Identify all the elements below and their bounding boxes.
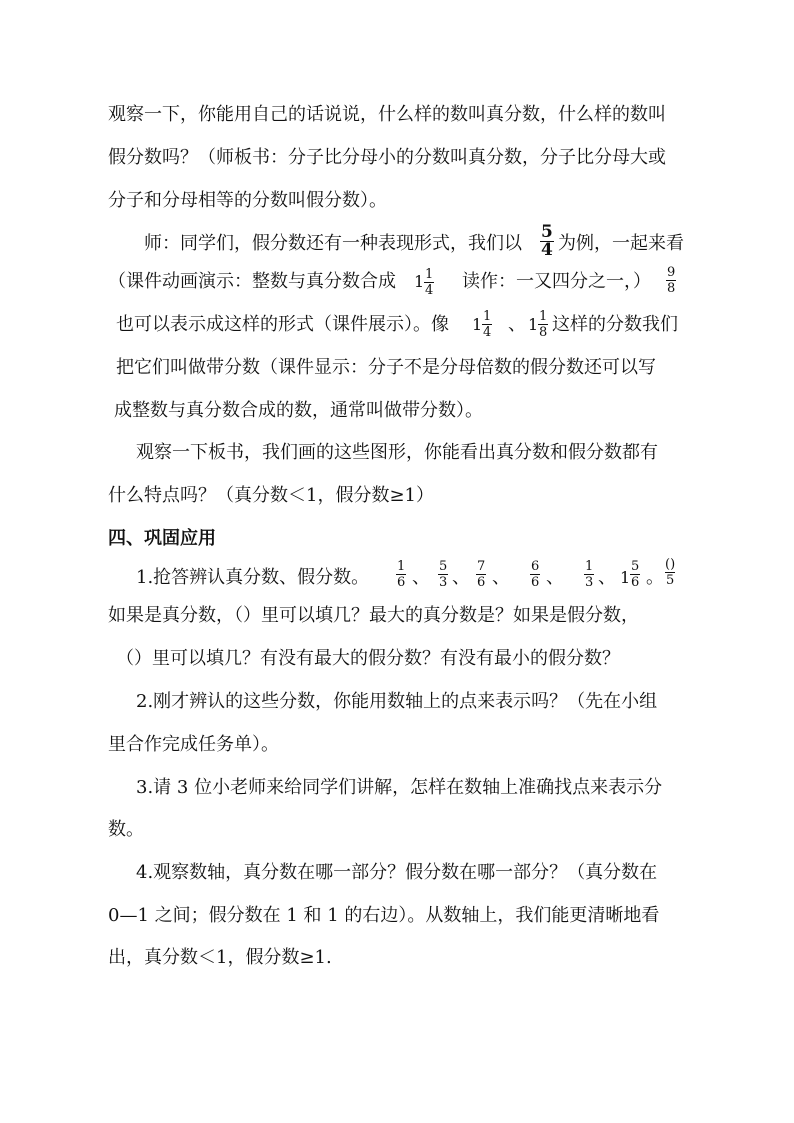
fraction-numerator: () (665, 557, 676, 572)
separator: 、 (412, 567, 430, 588)
item3-line2: 数。 (108, 819, 144, 840)
item3-line1: 3.请 3 位小老师来给同学们讲解，怎样在数轴上准确找点来表示分 (136, 777, 663, 798)
para1-line2: 假分数吗？（师板书：分子比分母小的分数叫真分数，分子比分母大或 (108, 147, 666, 168)
item4-line3: 出，真分数＜1，假分数≥1. (108, 947, 332, 968)
para2-line3: 也可以表示成这样的形式（课件展示）。像 (116, 314, 449, 335)
fraction-denominator: 6 (531, 575, 540, 590)
fraction-numerator: 9 (667, 265, 676, 280)
separator: 、 (452, 567, 470, 588)
fraction-denominator: 4 (541, 240, 553, 260)
item1-line3: （）里可以填几？有没有最大的假分数？有没有最小的假分数？ (116, 648, 620, 669)
period: 。 (646, 567, 664, 588)
fraction-list-item (438, 560, 448, 589)
item2-line1: 2.刚才辨认的这些分数，你能用数轴上的点来表示吗？（先在小组 (136, 691, 658, 712)
para3-line2: 什么特点吗？（真分数＜1，假分数≥1） (108, 485, 434, 506)
para1-line3: 分子和分母相等的分数叫假分数）。 (108, 190, 387, 211)
fraction-denominator: 6 (397, 575, 406, 590)
fraction-list-item (584, 560, 594, 589)
fraction-numerator: 1 (539, 309, 548, 324)
item1-line1: 1.抢答辨认真分数、假分数。 (136, 567, 370, 588)
fraction-numerator: 5 (541, 222, 553, 242)
fraction-list-item (396, 560, 406, 589)
mixed-whole: 1 (414, 272, 425, 291)
item4-line1: 4.观察数轴，真分数在哪一部分？假分数在哪一部分？（真分数在 (136, 862, 658, 883)
fraction-denominator: 8 (667, 281, 676, 296)
separator: 、 (598, 567, 616, 588)
fraction-denominator: 5 (665, 573, 675, 588)
mixed-fraction-c (538, 310, 548, 339)
mixed-whole: 1 (528, 315, 539, 334)
fraction-denominator: 4 (483, 325, 492, 340)
fraction-numerator: 1 (397, 559, 406, 574)
para3-line1: 观察一下板书，我们画的这些图形，你能看出真分数和假分数都有 (136, 442, 658, 463)
fraction-numerator: 5 (439, 559, 448, 574)
mixed-fraction-b (482, 310, 492, 339)
item1-line2: 如果是真分数，（）里可以填几？最大的真分数是？如果是假分数， (108, 605, 639, 626)
fraction-numerator: 1 (425, 267, 434, 282)
para2-line2-b: 读作：一又四分之一，） (462, 271, 651, 292)
section-heading: 四、巩固应用 (108, 528, 216, 549)
mixed-fraction-a (424, 268, 434, 297)
fraction-denominator: 8 (539, 325, 548, 340)
para2-line1-b: 为例，一起来看 (558, 233, 684, 254)
fraction-numerator: 1 (483, 309, 492, 324)
item2-line2: 里合作完成任务单）。 (108, 734, 279, 755)
item4-line2: 0—1 之间；假分数在 1 和 1 的右边）。从数轴上，我们能更清晰地看 (108, 905, 660, 926)
fraction-numerator: 1 (585, 559, 594, 574)
fraction-denominator: 3 (585, 575, 594, 590)
fraction-nine-eighths (666, 266, 676, 295)
separator: 、 (508, 314, 526, 335)
para2-line5: 成整数与真分数合成的数，通常叫做带分数）。 (114, 400, 483, 421)
para1-line1: 观察一下，你能用自己的话说说，什么样的数叫真分数，什么样的数叫 (108, 104, 666, 125)
para2-line4: 把它们叫做带分数（课件显示：分子不是分母倍数的假分数还可以写 (116, 357, 656, 378)
separator: 、 (546, 567, 564, 588)
para2-line3-b: 这样的分数我们 (552, 314, 678, 335)
mixed-whole: 1 (620, 568, 631, 587)
mixed-fraction-list (630, 560, 640, 589)
fraction-list-item (476, 560, 486, 589)
fraction-list-item (530, 560, 540, 589)
para2-line2-a: （课件动画演示：整数与真分数合成 (108, 271, 396, 292)
fraction-example (540, 222, 554, 260)
fraction-numerator: 6 (531, 559, 540, 574)
fraction-numerator: 5 (631, 559, 640, 574)
fraction-denominator: 6 (477, 575, 486, 590)
separator: 、 (492, 567, 510, 588)
mixed-whole: 1 (472, 315, 483, 334)
fraction-denominator: 3 (439, 575, 448, 590)
fraction-numerator: 7 (477, 559, 486, 574)
para2-line1-a: 师：同学们，假分数还有一种表现形式，我们以 (144, 233, 522, 254)
fraction-denominator: 6 (631, 575, 640, 590)
fraction-denominator: 4 (425, 283, 434, 298)
fraction-blank (664, 558, 676, 587)
